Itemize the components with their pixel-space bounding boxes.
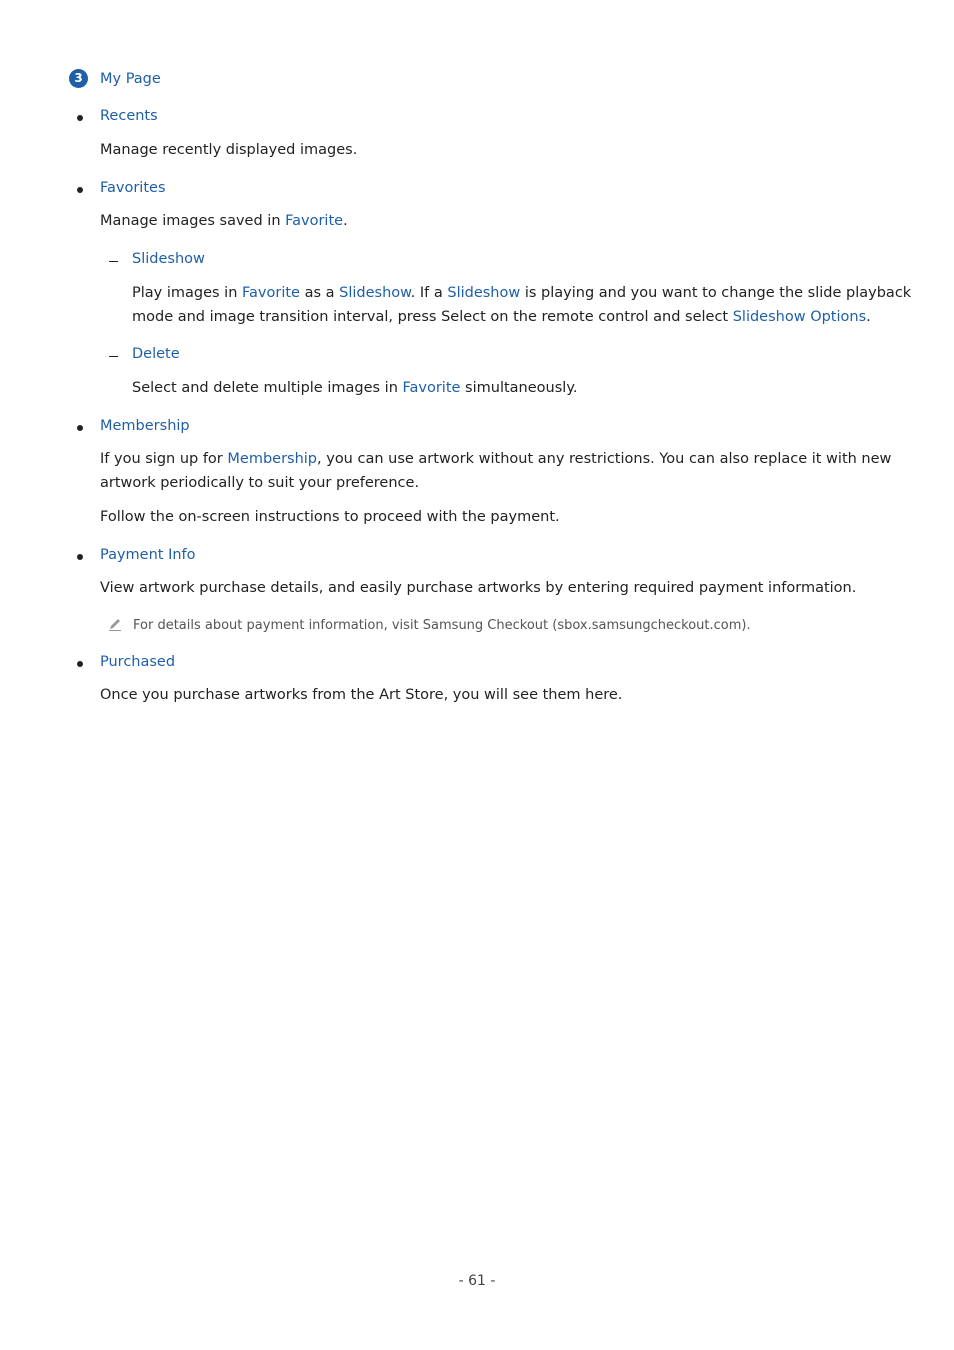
recents-description: Manage recently displayed images. <box>100 142 358 158</box>
favorite-link: Favorite <box>402 380 461 396</box>
membership-payment-instructions: Follow the on-screen instructions to proceed with the payment. <box>100 509 560 525</box>
slideshow-description-line1 <box>132 285 911 301</box>
slideshow-description-line2 <box>132 309 871 325</box>
page-number: - 61 - <box>458 1273 496 1289</box>
bullet-icon <box>77 187 83 193</box>
slideshow-text: . If a <box>410 285 448 301</box>
purchased-title: Purchased <box>100 654 176 670</box>
payment-info-title: Payment Info <box>100 547 196 563</box>
slideshow-text: . <box>866 309 871 325</box>
delete-text: simultaneously. <box>460 380 578 396</box>
purchased-description: Once you purchase artworks from the Art Store, you will see them here. <box>100 687 623 703</box>
bullet-icon <box>77 554 83 560</box>
slideshow-text: Play images in <box>132 285 243 301</box>
payment-info-description: View artwork purchase details, and easily purchase artworks by entering required payment information. <box>100 580 857 596</box>
favorites-desc-end: . <box>343 213 348 229</box>
favorite-link: Favorite <box>285 213 344 229</box>
membership-text: , you can use artwork without any restrictions. You can also replace it with new <box>317 451 892 467</box>
delete-text: Select and delete multiple images in <box>132 380 403 396</box>
favorites-description <box>100 213 348 229</box>
membership-link: Membership <box>227 451 318 467</box>
pencil-note-icon <box>107 616 123 632</box>
slideshow-title: Slideshow <box>132 251 205 267</box>
favorite-link: Favorite <box>242 285 300 301</box>
bullet-icon <box>77 425 83 431</box>
membership-title: Membership <box>100 418 190 434</box>
bullet-icon <box>77 115 83 121</box>
section-number-icon: 3 <box>69 69 88 88</box>
payment-note: For details about payment information, visit Samsung Checkout (sbox.samsungcheckout.com). <box>133 618 751 633</box>
slideshow-link: Slideshow <box>447 285 521 301</box>
membership-description-line2: artwork periodically to suit your preference. <box>100 475 420 491</box>
section-title: My Page <box>100 71 161 87</box>
dash-icon <box>109 261 118 262</box>
slideshow-text: is playing and you want to change the slide playback <box>520 285 912 301</box>
delete-title: Delete <box>132 346 180 362</box>
recents-title: Recents <box>100 108 158 124</box>
dash-icon <box>109 356 118 357</box>
delete-description <box>132 380 577 396</box>
favorites-title: Favorites <box>100 180 166 196</box>
slideshow-text: mode and image transition interval, press Select on the remote control and select <box>132 309 733 325</box>
slideshow-options-link: Slideshow Options <box>732 309 867 325</box>
slideshow-text: as a <box>299 285 340 301</box>
favorites-desc-text: Manage images saved in <box>100 213 286 229</box>
bullet-icon <box>77 661 83 667</box>
slideshow-link: Slideshow <box>339 285 411 301</box>
membership-description-line1 <box>100 451 891 467</box>
membership-text: If you sign up for <box>100 451 228 467</box>
